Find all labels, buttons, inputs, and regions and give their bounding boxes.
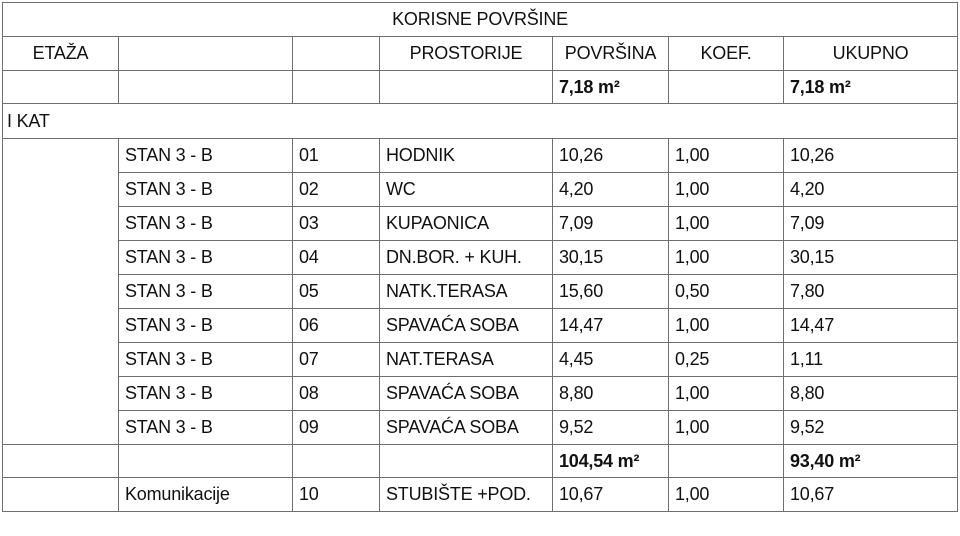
header-povrsina: POVRŠINA [553, 37, 669, 71]
area-cell: 7,09 [553, 207, 669, 241]
total-cell: 8,80 [784, 377, 958, 411]
unit-cell: STAN 3 - B [119, 411, 293, 445]
top-sum-row [3, 71, 958, 104]
room-name-cell: NATK.TERASA [380, 275, 553, 309]
room-number-cell: 01 [293, 139, 380, 173]
unit-cell: STAN 3 - B [119, 241, 293, 275]
empty-cell [119, 71, 293, 104]
koef-cell: 1,00 [669, 309, 784, 343]
koef-cell: 0,25 [669, 343, 784, 377]
section-row [3, 104, 958, 139]
koef-cell: 1,00 [669, 411, 784, 445]
total-cell: 1,11 [784, 343, 958, 377]
room-number-cell: 07 [293, 343, 380, 377]
area-cell: 15,60 [553, 275, 669, 309]
room-number-cell: 10 [293, 478, 380, 512]
room-name-cell: SPAVAĆA SOBA [380, 309, 553, 343]
etaza-merged-cell [3, 139, 119, 445]
room-name-cell: STUBIŠTE +POD. [380, 478, 553, 512]
table-row [3, 139, 958, 173]
header-prostorije: PROSTORIJE [380, 37, 553, 71]
header-etaza: ETAŽA [3, 37, 119, 71]
section-label: I KAT [3, 104, 958, 139]
total-cell: 7,09 [784, 207, 958, 241]
room-name-cell: SPAVAĆA SOBA [380, 411, 553, 445]
table-row [3, 343, 958, 377]
room-number-cell: 08 [293, 377, 380, 411]
koef-cell: 1,00 [669, 207, 784, 241]
table-row [3, 377, 958, 411]
area-cell: 8,80 [553, 377, 669, 411]
table-row [3, 411, 958, 445]
top-sum-povrsina: 7,18 m² [553, 71, 669, 104]
room-name-cell: NAT.TERASA [380, 343, 553, 377]
table-row [3, 241, 958, 275]
koef-cell: 1,00 [669, 173, 784, 207]
koef-cell: 1,00 [669, 139, 784, 173]
stan-sum-ukupno: 93,40 m² [784, 445, 958, 478]
empty-cell [380, 445, 553, 478]
room-name-cell: DN.BOR. + KUH. [380, 241, 553, 275]
total-cell: 9,52 [784, 411, 958, 445]
empty-cell [669, 445, 784, 478]
total-cell: 4,20 [784, 173, 958, 207]
area-cell: 10,67 [553, 478, 669, 512]
unit-cell: STAN 3 - B [119, 377, 293, 411]
table-row [3, 207, 958, 241]
room-name-cell: WC [380, 173, 553, 207]
stan-sum-row [3, 445, 958, 478]
header-row [3, 37, 958, 71]
room-number-cell: 03 [293, 207, 380, 241]
header-empty [119, 37, 293, 71]
table-title: KORISNE POVRŠINE [3, 3, 958, 37]
unit-cell: STAN 3 - B [119, 207, 293, 241]
table-row [3, 173, 958, 207]
header-koef: KOEF. [669, 37, 784, 71]
table-title-row [3, 3, 958, 37]
empty-cell [119, 445, 293, 478]
empty-cell [293, 71, 380, 104]
table-row [3, 478, 958, 512]
total-cell: 7,80 [784, 275, 958, 309]
unit-cell: STAN 3 - B [119, 275, 293, 309]
room-number-cell: 02 [293, 173, 380, 207]
area-cell: 10,26 [553, 139, 669, 173]
koef-cell: 1,00 [669, 478, 784, 512]
empty-cell [380, 71, 553, 104]
area-cell: 9,52 [553, 411, 669, 445]
room-name-cell: HODNIK [380, 139, 553, 173]
unit-cell: STAN 3 - B [119, 139, 293, 173]
empty-cell [3, 445, 119, 478]
koef-cell: 1,00 [669, 377, 784, 411]
unit-cell: STAN 3 - B [119, 343, 293, 377]
top-sum-ukupno: 7,18 m² [784, 71, 958, 104]
total-cell: 10,26 [784, 139, 958, 173]
area-cell: 30,15 [553, 241, 669, 275]
area-cell: 4,20 [553, 173, 669, 207]
empty-cell [3, 478, 119, 512]
empty-cell [3, 71, 119, 104]
room-number-cell: 05 [293, 275, 380, 309]
header-empty [293, 37, 380, 71]
koef-cell: 1,00 [669, 241, 784, 275]
total-cell: 30,15 [784, 241, 958, 275]
area-cell: 14,47 [553, 309, 669, 343]
room-number-cell: 06 [293, 309, 380, 343]
empty-cell [669, 71, 784, 104]
koef-cell: 0,50 [669, 275, 784, 309]
stan-sum-povrsina: 104,54 m² [553, 445, 669, 478]
header-ukupno: UKUPNO [784, 37, 958, 71]
total-cell: 14,47 [784, 309, 958, 343]
unit-cell: Komunikacije [119, 478, 293, 512]
unit-cell: STAN 3 - B [119, 309, 293, 343]
room-number-cell: 09 [293, 411, 380, 445]
empty-cell [293, 445, 380, 478]
table-row [3, 275, 958, 309]
total-cell: 10,67 [784, 478, 958, 512]
room-name-cell: KUPAONICA [380, 207, 553, 241]
room-name-cell: SPAVAĆA SOBA [380, 377, 553, 411]
unit-cell: STAN 3 - B [119, 173, 293, 207]
usable-areas-table [2, 2, 958, 512]
area-cell: 4,45 [553, 343, 669, 377]
room-number-cell: 04 [293, 241, 380, 275]
table-row [3, 309, 958, 343]
